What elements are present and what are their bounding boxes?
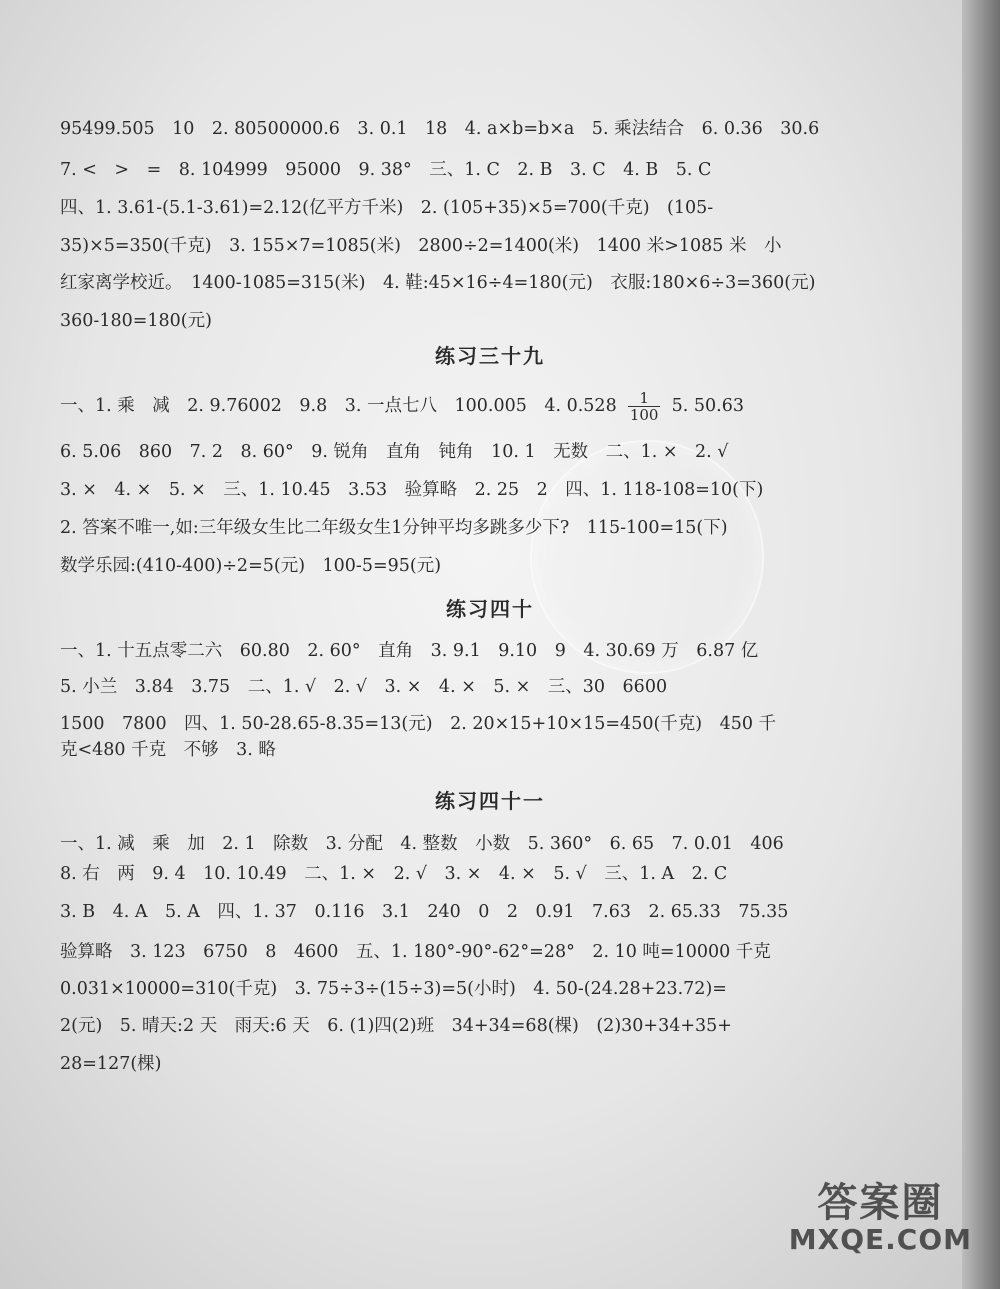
answer-text: 5. 50.63 bbox=[671, 396, 744, 416]
site-watermark-logo bbox=[789, 1181, 972, 1255]
answer-line: 3. B 4. A 5. A 四、1. 37 0.116 3.1 240 0 2 0.91 7.63 2. 65.33 75.35 bbox=[60, 902, 789, 922]
answer-line: 验算略 3. 123 6750 8 4600 五、1. 180°-90°-62°=28° 2. 10 吨=10000 千克 bbox=[60, 942, 771, 962]
answer-line: 5. 小兰 3.84 3.75 二、1. √ 2. √ 3. × 4. × 5. × 三、30 6600 bbox=[60, 677, 668, 697]
answer-line: 360-180=180(元) bbox=[60, 311, 212, 331]
section-title-41: 练习四十一 bbox=[435, 789, 545, 813]
section-title-40: 练习四十 bbox=[446, 597, 534, 621]
section-title-39: 练习三十九 bbox=[435, 344, 545, 368]
answer-line: 0.031×10000=310(千克) 3. 75÷3÷(15÷3)=5(小时) 4. 50-(24.28+23.72)= bbox=[60, 979, 727, 999]
fraction-numerator: 1 bbox=[628, 390, 661, 407]
answer-line-with-fraction bbox=[60, 390, 744, 423]
logo-text-top: 答案圈 bbox=[817, 1180, 944, 1226]
answer-line: 四、1. 3.61-(5.1-3.61)=2.12(亿平方千米) 2. (105+35)×5=700(千克) (105- bbox=[60, 198, 714, 218]
answer-line: 克<480 千克 不够 3. 略 bbox=[60, 740, 276, 760]
answer-line: 一、1. 十五点零二六 60.80 2. 60° 直角 3. 9.1 9.10 9 4. 30.69 万 6.87 亿 bbox=[60, 641, 759, 661]
answer-line: 28=127(棵) bbox=[60, 1054, 162, 1074]
fraction bbox=[628, 390, 661, 423]
faint-stamp-mark bbox=[530, 440, 764, 674]
answer-line: 一、1. 减 乘 加 2. 1 除数 3. 分配 4. 整数 小数 5. 360° 6. 65 7. 0.01 406 bbox=[60, 834, 784, 854]
answer-line: 8. 右 两 9. 4 10. 10.49 二、1. × 2. √ 3. × 4. × 5. √ 三、1. A 2. C bbox=[60, 864, 728, 884]
answer-line: 95499.505 10 2. 80500000.6 3. 0.1 18 4. a×b=b×a 5. 乘法结合 6. 0.36 30.6 bbox=[60, 119, 820, 139]
book-spine-edge bbox=[962, 0, 1000, 1289]
fraction-denominator: 100 bbox=[629, 406, 659, 424]
answer-line: 6. 5.06 860 7. 2 8. 60° 9. 锐角 直角 钝角 10. 1 无数 二、1. × 2. √ bbox=[60, 442, 729, 462]
answer-line: 2. 答案不唯一,如:三年级女生比二年级女生1分钟平均多跳多少下? 115-100=15(下) bbox=[60, 518, 728, 538]
logo-text-bottom: MXQE.COM bbox=[788, 1223, 972, 1256]
answer-line: 红家离学校近。 1400-1085=315(米) 4. 鞋:45×16÷4=180(元) 衣服:180×6÷3=360(元) bbox=[60, 273, 816, 293]
answer-line: 1500 7800 四、1. 50-28.65-8.35=13(元) 2. 20×15+10×15=450(千克) 450 千 bbox=[60, 714, 777, 734]
answer-line: 35)×5=350(千克) 3. 155×7=1085(米) 2800÷2=1400(米) 1400 米>1085 米 小 bbox=[60, 236, 782, 256]
answer-line: 7. < > = 8. 104999 95000 9. 38° 三、1. C 2. B 3. C 4. B 5. C bbox=[60, 160, 712, 180]
answer-line: 数学乐园:(410-400)÷2=5(元) 100-5=95(元) bbox=[60, 556, 442, 576]
answer-line: 3. × 4. × 5. × 三、1. 10.45 3.53 验算略 2. 25 2 四、1. 118-108=10(下) bbox=[60, 480, 764, 500]
answer-line: 2(元) 5. 晴天:2 天 雨天:6 天 6. (1)四(2)班 34+34=68(棵) (2)30+34+35+ bbox=[60, 1016, 732, 1036]
answer-text: 一、1. 乘 减 2. 9.76002 9.8 3. 一点七八 100.005 4. 0.528 bbox=[60, 396, 617, 416]
